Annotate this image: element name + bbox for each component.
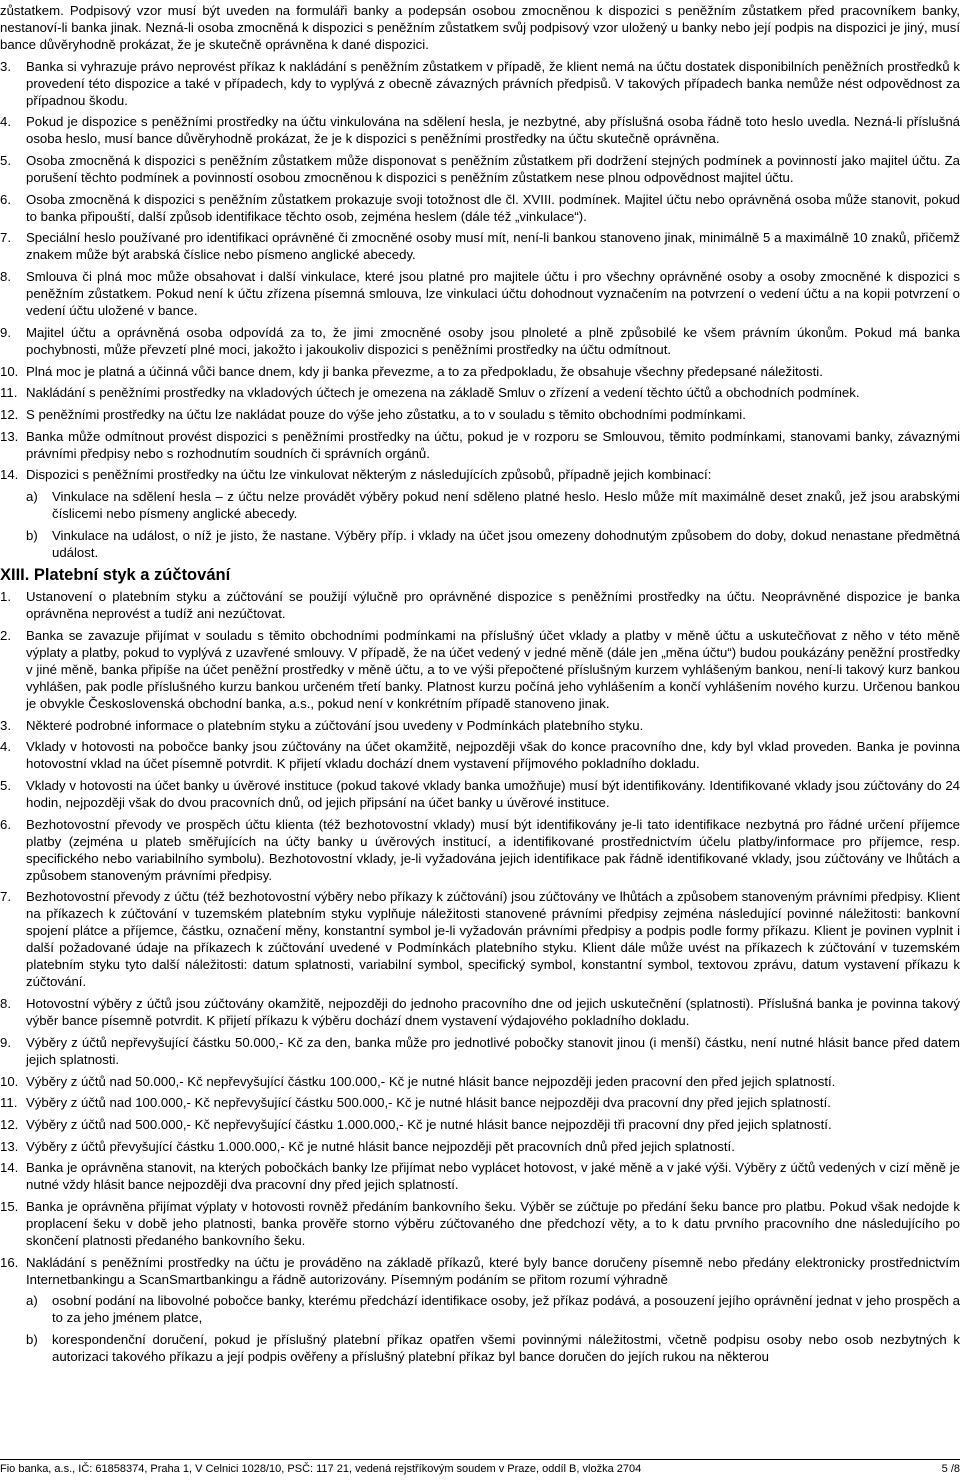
- item-number: b): [26, 527, 38, 543]
- item-number: b): [26, 1332, 38, 1347]
- item-16-subitem-1: [26, 1292, 960, 1326]
- item-text: Ustanovení o platebním styku a zúčtování se použijí výlučně pro oprávněné dispozice s peněžními prostředky na účtu. Neoprávněné dispozice je banka oprávněna neprovést a tudíž ani nezúčtovat.: [26, 589, 960, 622]
- section-12-item-3: [0, 152, 960, 186]
- item-text: Banka je oprávněna přijímat výplaty v hotovosti rovněž předáním bankovního šeku. Výběr se zúčtuje po předání šeku bance pro platbu. Pokud však nedojde k proplacení šeku v době jeho platnosti, banka prověře storno výběru zúčtovaného dne předchozí věty, a to k datu prvního pracovního dne následujícího po skončení platnosti předaného bankovního šeku.: [26, 1198, 960, 1248]
- page-footer: [0, 1459, 960, 1476]
- item-number: 6.: [0, 191, 11, 207]
- section-13-item-8: [0, 995, 960, 1029]
- section-12-item-6: [0, 268, 960, 319]
- item-number: 5.: [0, 153, 11, 169]
- item-text: Některé podrobné informace o platebním styku a zúčtování jsou uvedeny v Podmínkách platebního styku.: [26, 717, 644, 733]
- item-number: 2.: [0, 628, 11, 643]
- item-number: 11.: [0, 385, 18, 401]
- item-number: 3.: [0, 58, 11, 74]
- item-text: S peněžními prostředky na účtu lze nakládat pouze do výše jeho zůstatku, a to v souladu s těmito obchodními podmínkami.: [26, 406, 746, 422]
- item-text: Dispozici s peněžními prostředky na účtu lze vinkulovat některým z následujících způsobů, případně jejich kombinací:: [26, 467, 712, 483]
- section-13-list: [0, 588, 960, 1287]
- item-text: Banka může odmítnout provést dispozici s peněžními prostředky na účtu, pokud je v rozporu se Smlouvou, těmito podmínkami, stanovami banky, závaznými právními předpisy nebo s rozhodnutím soudních či správních orgánů.: [26, 428, 960, 461]
- item-text: Osoba zmocněná k dispozici s peněžním zůstatkem prokazuje svoji totožnost dle čl. XVIII. podmínek. Majitel účtu nebo oprávněná osoba může stanovit, pokud to banka připouští, další způsob identifikace těchto osob, zejména heslem (dále též „vinkulace“).: [26, 191, 960, 224]
- section-heading-xiii: XIII. Platební styk a zúčtování: [0, 566, 231, 585]
- item-text: osobní podání na libovolné pobočce banky, kterému předchází identifikace osoby, jež příkaz podává, a posouzení jejího oprávnění jednat v jeho prospěch a to za jeho jménem platce,: [52, 1293, 960, 1326]
- item-text: Vinkulace na sdělení hesla – z účtu nelze provádět výběry pokud není sděleno platné heslo. Heslo může mít maximálně deset znaků, jež jsou arabskými číslicemi nebo písmeny anglické abecedy.: [52, 488, 960, 521]
- section-13-item-2: [0, 627, 960, 712]
- item-number: 4.: [0, 114, 11, 130]
- item-number: a): [26, 488, 38, 504]
- section-13-item-3: [0, 717, 960, 734]
- item-text: Osoba zmocněná k dispozici s peněžním zůstatkem může disponovat s peněžním zůstatkem při dodržení stejných podmínek a povinností jako majitel účtu. Za porušení těchto podmínek a povinností osobou zmocněnou k dispozici s peněžním zůstatkem nese plnou odpovědnost majitel účtu.: [26, 153, 960, 186]
- item-number: 1.: [0, 589, 11, 605]
- section-13-item-9: [0, 1034, 960, 1068]
- section-13-item-16: [0, 1254, 960, 1288]
- item-text: Banka je oprávněna stanovit, na kterých pobočkách banky lze přijímat nebo vyplácet hotovost, v jaké měně a v jaké výši. Výběry z účtů vedených v cizí měně je nutné vždy hlásit bance nejpozději dva pracovní dny před jejich splatností.: [26, 1160, 960, 1193]
- item-number: 12.: [0, 406, 19, 422]
- section-12-item-9: [0, 384, 960, 401]
- section-12-item-10: [0, 406, 960, 423]
- item-text: korespondenční doručení, pokud je příslušný platební příkaz opatřen všemi povinnými náležitostmi, včetně podpisu osoby nebo osob nezbytných k autorizaci takového příkazu a její podpis ověřeny a příslušný platební příkaz byl bance doručen do jejích rukou na některou: [52, 1332, 960, 1364]
- section-12-item-7: [0, 324, 960, 358]
- item-number: 12.: [0, 1116, 19, 1132]
- item-number: 5.: [0, 778, 11, 794]
- section-12-item-1: [0, 58, 960, 109]
- section-13-item-4: [0, 738, 960, 772]
- item-number: 7.: [0, 889, 11, 905]
- item-number: 14.: [0, 1160, 19, 1176]
- item-number: 14.: [0, 467, 19, 483]
- item-text: Nakládání s peněžními prostředky na vkladových účtech je omezena na základě Smluv o zřízení a vedení těchto účtů a obchodních podmínek.: [26, 385, 860, 401]
- item-text: Vinkulace na událost, o níž je jisto, že nastane. Výběry příp. i vklady na účet jsou omezeny dohodnutým způsobem do doby, dokud nenastane předmětná událost.: [52, 527, 960, 560]
- item-text: Majitel účtu a oprávněná osoba odpovídá za to, že jimi zmocněné osoby jsou plnoleté a plně způsobilé ke všem právním úkonům. Pokud má banka pochybnosti, může převzetí plné moci, jakožto i jakoukoliv dispozici s peněžními prostředky na účtu odmítnout.: [26, 324, 960, 357]
- item-number: 8.: [0, 996, 11, 1012]
- item-text: Výběry z účtů nepřevyšující částku 50.000,- Kč za den, banka může pro jednotlivé pobočky stanovit jinou (i menší) částku, není nutné hlásit bance před datem jejich splatnosti.: [26, 1034, 960, 1067]
- section-12-item-5: [0, 229, 960, 263]
- item-text: Speciální heslo používané pro identifikaci oprávněné či zmocněné osoby musí mít, není-li bankou stanoveno jinak, minimálně 5 a maximálně 10 znaků, přičemž znakem může být arabská číslice nebo písmeno anglické abecedy.: [26, 230, 960, 263]
- section-13-item-14: [0, 1159, 960, 1193]
- section-12-item-8: [0, 363, 960, 380]
- item-text: Banka si vyhrazuje právo neprovést příkaz k nakládání s peněžním zůstatkem v případě, že klient nemá na účtu dostatek disponibilních peněžních prostředků k provedení této dispozice a také v případech, kdy to vyplývá z obecně závazných právních předpisů. V takových případech banka nemůže nést odpovědnost za případnou škodu.: [26, 58, 960, 108]
- item-number: 16.: [0, 1254, 19, 1270]
- section-12-item-2: [0, 113, 960, 147]
- item-14-subitem-1: [26, 488, 960, 522]
- item-text: Výběry z účtů nad 100.000,- Kč nepřevyšující částku 500.000,- Kč je nutné hlásit bance nejpozději dva pracovní dny před jejich splatností.: [26, 1095, 831, 1111]
- item-number: 11.: [0, 1095, 18, 1111]
- item-text: Bezhotovostní převody z účtu (též bezhotovostní výběry nebo příkazy k zúčtování) jsou zúčtovány ve lhůtách a způsobem stanoveným právními předpisy. Klient na příkazech k zúčtování v tuzemském platebním styku vyplňuje náležitosti stanovené právními předpisy zejména následující povinné náležitosti: bankovní spojení plátce a příjemce, částku, označení měny, konstantní symbol je-li vyžadován právními předpisy a podpis podle formy příkazu. Klient je povinen vyplnit i další požadované údaje na příkazech k zúčtování uvedené v Podmínkách platebního styku. Klient dále může uvést na příkazech k zúčtování v tuzemském platebním styku tyto další náležitosti: datum splatnosti, variabilní symbol, specifický symbol, konstantní symbol, textovou zprávu, datum vystavení příkazu k zúčtování.: [26, 889, 960, 990]
- item-number: 4.: [0, 739, 11, 755]
- section-13-item-11: [0, 1094, 960, 1111]
- item-number: 10.: [0, 1073, 19, 1089]
- section-13-item-12: [0, 1116, 960, 1133]
- item-number: 15.: [0, 1198, 19, 1214]
- item-text: Smlouva či plná moc může obsahovat i další vinkulace, které jsou platné pro majitele účtu i pro všechny oprávněné osoby a osoby zmocněné k dispozici s peněžním zůstatkem. Pokud není k účtu zřízena písemná smlouva, lze vinkulaci účtu dohodnout vyznačením na potvrzení o vedení účtu a na kopii potvrzení o vedení účtu uložené v bance.: [26, 269, 960, 319]
- item-16-subitem-2: [26, 1331, 960, 1365]
- section-12-list: [0, 58, 960, 484]
- section-13-item-13: [0, 1138, 960, 1155]
- section-13-item-6: [0, 816, 960, 884]
- item-number: 8.: [0, 269, 11, 285]
- item-number: a): [26, 1293, 38, 1309]
- item-text: Pokud je dispozice s peněžními prostředky na účtu vinkulována na sdělení hesla, je nezbytné, aby příslušná osoba řádně toto heslo uvedla. Nezná-li příslušná osoba heslo, musí bance důvěryhodně prokázat, že je k dispozici s peněžními prostředky na účtu skutečně oprávněna.: [26, 114, 960, 147]
- item-number: 13.: [0, 428, 19, 444]
- section-12-item-4: [0, 191, 960, 225]
- section-13-item-10: [0, 1073, 960, 1090]
- section-13-item-5: [0, 777, 960, 811]
- item-number: 3.: [0, 717, 11, 733]
- item-number: 7.: [0, 230, 11, 246]
- intro-paragraph: zůstatkem. Podpisový vzor musí být uveden na formuláři banky a podepsán osobou zmocněnou k dispozici s peněžním zůstatkem před pracovníkem banky, nestanoví-li banka jinak. Nezná-li osoba zmocněná k dispozici s peněžním zůstatkem svůj podpisový vzor uložený u banky nebo její podpis na dispozici je jiný, musí bance důvěryhodně prokázat, že je skutečně oprávněna k dané dispozici.: [0, 3, 960, 52]
- item-text: Bezhotovostní převody ve prospěch účtu klienta (též bezhotovostní vklady) musí být identifikovány je-li tato identifikace nezbytná pro řádné určení příjemce platby (zejména u plateb směřujících na účty banky u úvěrových institucí, a identifikované prostřednictvím účelu platby/informace pro příjemce, resp. specifického nebo variabilního symbolu). Bezhotovostní vklady, je-li vyžadována jejich identifikace pak řádně identifikované vklady, jsou zúčtovány ve lhůtách a způsobem stanoveným právními předpisy.: [26, 816, 960, 883]
- item-text: Plná moc je platná a účinná vůči bance dnem, kdy ji banka převezme, a to za předpokladu, že obsahuje všechny předepsané náležitosti.: [26, 363, 823, 379]
- page-number: 5 /8: [941, 1463, 960, 1475]
- section-13-item-7: [0, 888, 960, 990]
- item-16-sublist: [26, 1292, 960, 1365]
- item-text: Banka se zavazuje přijímat v souladu s těmito obchodními podmínkami na příslušný účet vklady a platby v měně účtu a uskutečňovat z něho v této měně výplaty a platby, pokud to vyplývá z uzavřené smlouvy. V případě, že na účet vedený v jedné měně (dále jen „měna účtu“) budou poukázány peněžní prostředky v jiné měně, banka připíše na účet peněžní prostředky v měně účtu, a to ve výši přepočtené příslušným kurzem vyhlášeným bankou, není-li takový kurz bankou vyhlášen, pak podle příslušného kurzu bankou určeném třetí banky. Platnost kurzu počíná jeho vyhlášením a končí vyhlášením nového kurzu. Určenou bankou je obvykle Československá obchodní banka, a.s., pokud není v konkrétním případě stanoveno jinak.: [26, 628, 960, 711]
- item-text: Výběry z účtů nad 50.000,- Kč nepřevyšující částku 100.000,- Kč je nutné hlásit bance nejpozději jeden pracovní den před jejich splatností.: [26, 1073, 836, 1089]
- item-text: Nakládání s peněžními prostředky na účtu je prováděno na základě příkazů, které byly bance doručeny písemně nebo předány elektronicky prostřednictvím Internetbankingu a ScanSmartbankingu a řádně autorizovány. Písemným podáním se přitom rozumí výhradně: [26, 1254, 960, 1287]
- item-text: Výběry z účtů převyšující částku 1.000.000,- Kč je nutné hlásit bance nejpozději pět pracovních dnů před jejich splatností.: [26, 1138, 735, 1154]
- item-14-subitem-2: [26, 527, 960, 561]
- item-14-sublist: [26, 488, 960, 561]
- item-number: 9.: [0, 1034, 11, 1050]
- section-12-item-12: [0, 466, 960, 483]
- item-number: 6.: [0, 816, 11, 832]
- section-13-item-15: [0, 1198, 960, 1249]
- item-number: 9.: [0, 324, 11, 340]
- section-12-item-11: [0, 428, 960, 462]
- item-text: Hotovostní výběry z účtů jsou zúčtovány okamžitě, nejpozději do jednoho pracovního dne od jejich uskutečnění (splatnosti). Příslušná banka je povinna takový výběr bance písemně potvrdit. K přijetí příkazu k výběru dochází dnem vystavení výdajového pokladního dokladu.: [26, 996, 960, 1029]
- document-page: [0, 2, 960, 1370]
- footer-company-info: Fio banka, a.s., IČ: 61858374, Praha 1, V Celnici 1028/10, PSČ: 117 21, vedená rejstříkovým soudem v Praze, oddíl B, vložka 2704: [0, 1463, 642, 1475]
- item-text: Vklady v hotovosti na účet banky u úvěrové instituce (pokud takové vklady banka umožňuje) musí být identifikovány. Identifikované vklady jsou zúčtovány do 24 hodin, nejpozději však do dvou pracovních dnů, od jejich připsání na účet banky u úvěrové instituce.: [26, 778, 960, 811]
- item-number: 10.: [0, 363, 19, 379]
- section-13-item-1: [0, 588, 960, 622]
- item-text: Výběry z účtů nad 500.000,- Kč nepřevyšující částku 1.000.000,- Kč je nutné hlásit bance nejpozději tři pracovní dny před jejich splatností.: [26, 1116, 832, 1132]
- item-number: 13.: [0, 1138, 19, 1154]
- item-text: Vklady v hotovosti na pobočce banky jsou zúčtovány na účet okamžitě, nejpozději však do konce pracovního dne, kdy byl vklad proveden. Banka je povinna hotovostní vklad na účet písemně potvrdit. K přijetí vkladu dochází dnem vystavení příjmového pokladního dokladu.: [26, 739, 960, 772]
